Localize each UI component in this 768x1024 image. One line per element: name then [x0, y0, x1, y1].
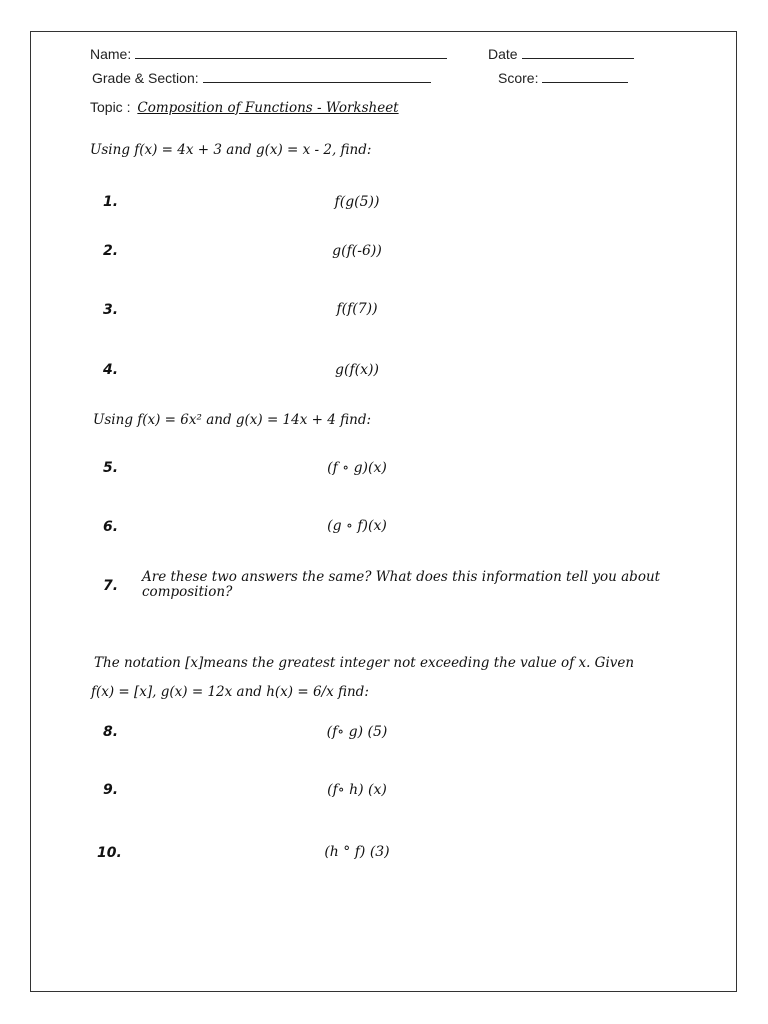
section-2-instruction: Using f(x) = 6x² and g(x) = 14x + 4 find:	[93, 412, 372, 428]
problem-1-number: 1.	[103, 194, 119, 210]
problem-9-expression: (f∘ h) (x)	[327, 782, 387, 798]
section-3-instruction-line2: f(x) = [x], g(x) = 12x and h(x) = 6/x find:	[91, 684, 369, 700]
topic-value: Composition of Functions - Worksheet	[137, 100, 399, 116]
problem-3-expression: f(f(7))	[336, 301, 378, 317]
problem-2-number: 2.	[103, 243, 119, 259]
score-label: Score:	[498, 70, 539, 86]
section-3-instruction-line1: The notation [x]means the greatest integer not exceeding the value of x. Given	[94, 655, 635, 671]
topic-line	[90, 99, 399, 116]
problem-5-expression: (f ∘ g)(x)	[327, 460, 387, 476]
problem-6-number: 6.	[103, 519, 119, 535]
problem-10-expression: (h ° f) (3)	[324, 844, 390, 860]
problem-4-number: 4.	[103, 362, 119, 378]
problem-3-number: 3.	[103, 302, 119, 318]
name-label: Name:	[90, 46, 132, 62]
problem-10-number: 10.	[97, 845, 122, 861]
name-field	[90, 46, 447, 62]
problem-2-expression: g(f(-6))	[332, 243, 382, 259]
problem-7-number: 7.	[103, 578, 119, 594]
name-blank[interactable]	[135, 57, 447, 59]
grade-section-label: Grade & Section:	[92, 70, 199, 86]
problem-7-question: Are these two answers the same? What does this information tell you about composition?	[142, 569, 661, 600]
problem-1-expression: f(g(5))	[334, 194, 380, 210]
problem-8-number: 8.	[103, 724, 119, 740]
grade-section-field	[92, 70, 431, 86]
problem-5-number: 5.	[103, 460, 119, 476]
problem-8-expression: (f∘ g) (5)	[326, 724, 388, 740]
topic-label: Topic :	[90, 99, 131, 115]
section-1-instruction: Using f(x) = 4x + 3 and g(x) = x - 2, find:	[90, 142, 372, 158]
date-blank[interactable]	[522, 57, 634, 59]
problem-9-number: 9.	[103, 782, 119, 798]
score-field	[498, 70, 628, 86]
grade-section-blank[interactable]	[203, 81, 431, 83]
problem-4-expression: g(f(x))	[335, 362, 379, 378]
date-label: Date	[488, 46, 518, 62]
date-field	[488, 46, 634, 62]
problem-6-expression: (g ∘ f)(x)	[327, 518, 387, 534]
score-blank[interactable]	[542, 81, 628, 83]
